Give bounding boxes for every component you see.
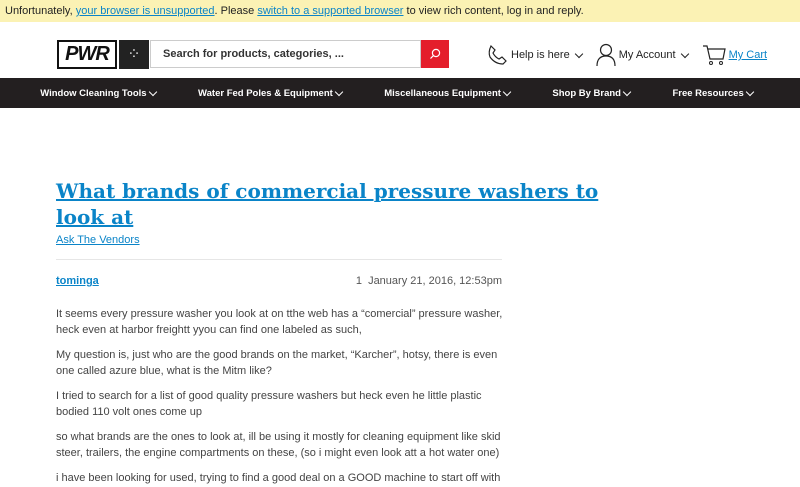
user-icon bbox=[596, 43, 616, 67]
main-nav bbox=[0, 78, 800, 108]
notice-text: to view rich content, log in and reply. bbox=[403, 5, 584, 17]
divider bbox=[56, 259, 502, 260]
author-link[interactable]: tominga bbox=[56, 275, 99, 287]
nav-misc-equipment[interactable] bbox=[384, 88, 512, 99]
switch-browser-link[interactable]: switch to a supported browser bbox=[257, 5, 404, 17]
account-label: My Account bbox=[618, 49, 676, 61]
notice-text: Unfortunately, bbox=[5, 5, 76, 17]
post-paragraph: i have been looking for used, trying to find a good deal on a GOOD machine to start off with bbox=[56, 472, 501, 484]
post-body bbox=[56, 307, 506, 487]
topic-title-link[interactable]: What brands of commercial pressure washers to look at bbox=[56, 179, 599, 229]
header-actions bbox=[486, 42, 767, 68]
post-date-text: January 21, 2016, 12:53pm bbox=[368, 275, 502, 287]
search-button[interactable] bbox=[421, 40, 449, 68]
nav-label: Shop By Brand bbox=[552, 87, 621, 99]
unsupported-browser-notice bbox=[0, 0, 800, 22]
search-input[interactable]: Search for products, categories, ... bbox=[150, 40, 421, 68]
post-date[interactable] bbox=[356, 275, 502, 287]
unsupported-browser-link[interactable]: your browser is unsupported bbox=[75, 5, 215, 17]
help-label: Help is here bbox=[511, 49, 570, 61]
nav-shop-by-brand[interactable] bbox=[552, 88, 632, 99]
category-link[interactable]: Ask The Vendors bbox=[56, 234, 140, 246]
logo-text: PWR bbox=[57, 40, 117, 69]
nav-free-resources[interactable] bbox=[672, 88, 754, 99]
post-paragraph: It seems every pressure washer you look at on tthe web has a “comercial” pressure washer, heck even at harbor freightt yyou can find one labeled as such, bbox=[56, 308, 503, 336]
phone-icon bbox=[486, 44, 508, 66]
nav-label: Miscellaneous Equipment bbox=[384, 87, 501, 99]
post-paragraph: My question is, just who are the good brands on the market, “Karcher”, hotsy, there is even one called azure blue, what is the Mitm like? bbox=[56, 349, 498, 377]
search-icon bbox=[429, 48, 441, 60]
chevron-down-icon bbox=[335, 87, 343, 95]
chevron-down-icon bbox=[148, 87, 156, 95]
nav-label: Free Resources bbox=[672, 87, 744, 99]
post-paragraph: I tried to search for a list of good quality pressure washers but heck even he little plastic bodied 110 volt ones come up bbox=[56, 390, 482, 418]
account-menu[interactable] bbox=[596, 43, 690, 67]
spray-icon: ⁘ bbox=[119, 40, 149, 69]
nav-water-fed-poles[interactable] bbox=[198, 88, 344, 99]
chevron-down-icon bbox=[746, 87, 754, 95]
pwr-logo[interactable] bbox=[57, 40, 149, 69]
topic-title bbox=[56, 178, 620, 230]
topic-content bbox=[0, 178, 620, 487]
post-number: 1 bbox=[355, 275, 362, 287]
chevron-down-icon bbox=[574, 49, 582, 57]
post-meta bbox=[56, 275, 502, 287]
chevron-down-icon bbox=[623, 87, 631, 95]
notice-text: . Please bbox=[214, 5, 258, 17]
post-paragraph: so what brands are the ones to look at, ill be using it mostly for cleaning equipment like skid steer, trailers, the engine compartments on these, (so i might even look att a hot water one) bbox=[56, 431, 501, 459]
cart-link[interactable] bbox=[702, 44, 768, 66]
chevron-down-icon bbox=[503, 87, 511, 95]
cart-label[interactable]: My Cart bbox=[728, 49, 768, 61]
nav-label: Window Cleaning Tools bbox=[40, 87, 147, 99]
help-menu[interactable] bbox=[486, 44, 584, 66]
nav-window-cleaning-tools[interactable] bbox=[40, 88, 157, 99]
chevron-down-icon bbox=[680, 49, 688, 57]
nav-label: Water Fed Poles & Equipment bbox=[198, 87, 333, 99]
site-header bbox=[0, 22, 800, 78]
cart-icon bbox=[702, 44, 726, 66]
